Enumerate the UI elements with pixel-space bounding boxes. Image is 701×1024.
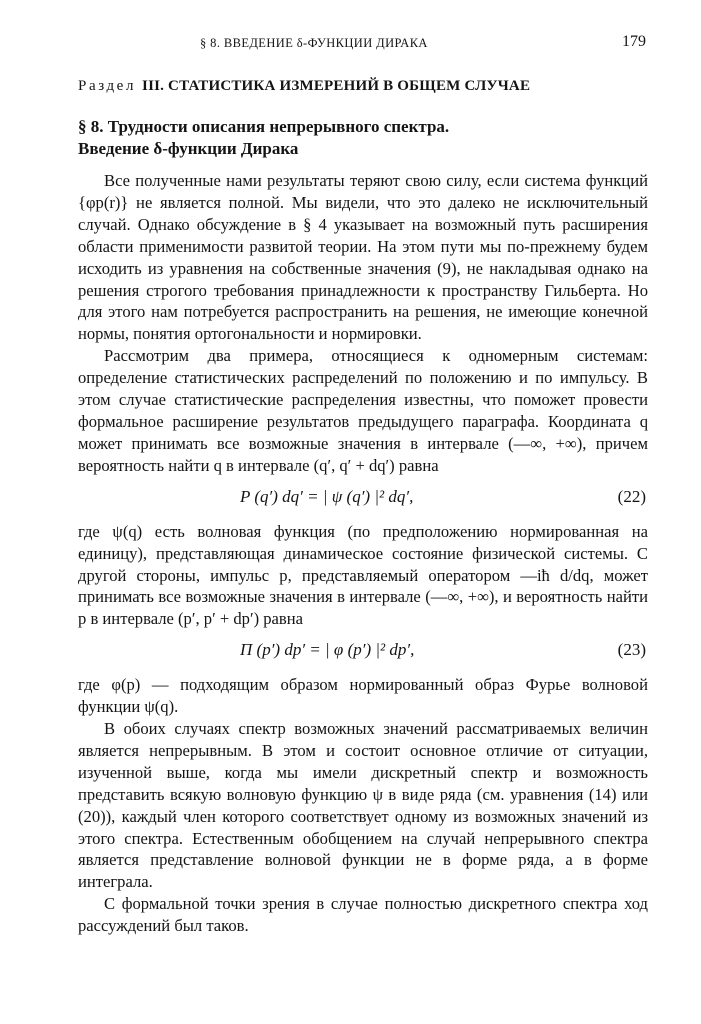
paragraph-1: Все полученные нами результаты теряют свою силу, если система функций {φp(r)} не является полной. Мы видели, что это далеко не исключительный случай. Однако обсуждение в § 4 указывает на возможный путь расширения области применимости развитой теории. На этом пути мы по-прежнему будем исходить из уравнения на собственные значения (9), не накладывая однако на решения строгого требования принадлежности к пространству Гильберта. Но для этого нам потребуется распространить на решения, не имеющие конечной нормы, понятия ортогональности и нормировки. (78, 171, 648, 344)
equation-22 (78, 477, 648, 521)
body-text (78, 170, 648, 937)
section-title: III. СТАТИСТИКА ИЗМЕРЕНИЙ В ОБЩЕМ СЛУЧАЕ (142, 78, 531, 94)
paragraph-6: С формальной точки зрения в случае полностью дискретного спектра ход рассуждений был таков. (78, 894, 648, 936)
subsection-title-line-2: Введение δ-функции Дирака (78, 139, 299, 158)
running-head: § 8. ВВЕДЕНИЕ δ-ФУНКЦИИ ДИРАКА (200, 36, 428, 50)
equation-22-number: (22) (617, 486, 646, 506)
page-number: 179 (622, 33, 646, 50)
paragraph-2: Рассмотрим два примера, относящиеся к одномерным системам: определение статистических распределений по положению и по импульсу. В этом случае статистические распределения известны, что поможет провести формальное расширение результатов предыдущего параграфа. Координата q может принимать все возможные значения в интервале (—∞, +∞), причем вероятность найти q в интервале (q′, q′ + dq′) равна (78, 346, 648, 475)
equation-23-number: (23) (617, 640, 646, 660)
subsection-title (78, 116, 449, 160)
paragraph-3: где ψ(q) есть волновая функция (по предположению нормированная на единицу), представляющая динамическое состояние физической системы. С другой стороны, импульс p, представляемый оператором —iħ d/dq, может принимать все возможные значения в интервале (—∞, +∞), и вероятность найти p в интервале (p′, p′ + dp′) равна (78, 521, 648, 629)
equation-23-expression: Π (p′) dp′ = | φ (p′) |² dp′, (240, 640, 415, 660)
equation-22-expression: P (q′) dq′ = | ψ (q′) |² dq′, (240, 486, 414, 506)
equation-23 (78, 630, 648, 674)
paragraph-5: В обоих случаях спектр возможных значений рассматриваемых величин является непрерывным. В этом и состоит основное отличие от ситуации, изученной выше, когда мы имели дискретный спектр и возможность представить всякую волновую функцию ψ в виде ряда (см. уравнения (14) или (20)), каждый член которого соответствует одному из возможных значений из этого спектра. Естественным обобщением на случай непрерывного спектра является представление волновой функции не в форме ряда, а в форме интеграла. (78, 719, 648, 892)
subsection-title-line-1: § 8. Трудности описания непрерывного спектра. (78, 117, 450, 136)
paragraph-4: где φ(p) — подходящим образом нормированный образ Фурье волновой функции ψ(q). (78, 675, 648, 717)
section-label: Раздел (78, 78, 137, 94)
section-heading (78, 78, 530, 95)
